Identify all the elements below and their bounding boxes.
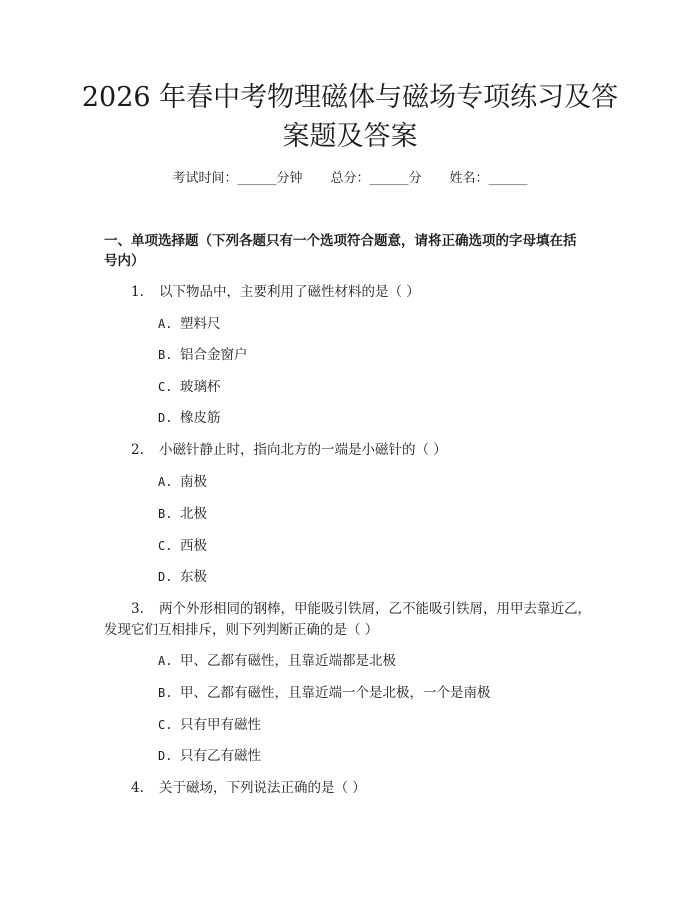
document-title-line-1: 2026 年春中考物理磁体与磁场专项练习及答 [81, 82, 619, 113]
option-text: 甲、乙都有磁性，且靠近端都是北极 [180, 653, 396, 669]
question-text: 两个外形相同的钢棒，甲能吸引铁屑，乙不能吸引铁屑，用甲去靠近乙， [159, 601, 591, 617]
question-text: 小磁针静止时，指向北方的一端是小磁针的（ ） [159, 442, 447, 458]
option-text: 只有甲有磁性 [180, 717, 261, 733]
question-text: 关于磁场，下列说法正确的是（ ） [159, 780, 366, 796]
document-title-line-2: 案题及答案 [282, 121, 418, 152]
option-letter: C. [158, 380, 173, 394]
question-2-option-d [158, 568, 207, 586]
option-text: 铝合金窗户 [180, 347, 248, 363]
option-letter: A. [158, 654, 173, 668]
option-letter: B. [158, 686, 173, 700]
question-1-option-c [158, 378, 221, 396]
exam-time-field: 考试时间：______分钟 [172, 171, 303, 186]
exam-info-row [0, 171, 700, 187]
question-3-option-c [158, 716, 261, 734]
question-2-stem [131, 441, 447, 459]
question-1-stem [131, 283, 420, 301]
question-4-stem [131, 779, 366, 797]
option-text: 西极 [180, 538, 207, 554]
question-number: 4. [131, 780, 144, 796]
option-letter: B. [158, 348, 173, 362]
question-3-stem-line-2 [104, 621, 378, 639]
option-text: 玻璃杯 [180, 379, 221, 395]
question-2-option-b [158, 505, 207, 523]
option-letter: D. [158, 570, 173, 584]
option-letter: D. [158, 749, 173, 763]
question-number: 1. [131, 284, 144, 300]
question-2-option-a [158, 473, 207, 491]
question-3-option-a [158, 652, 396, 670]
question-3-option-d [158, 747, 261, 765]
total-score-field: 总分：______分 [330, 171, 422, 186]
question-1-option-b [158, 346, 248, 364]
option-letter: A. [158, 317, 173, 331]
option-text: 橡皮筋 [180, 410, 221, 426]
option-letter: C. [158, 718, 173, 732]
question-3-option-b [158, 684, 491, 702]
question-1-option-a [158, 315, 221, 333]
option-letter: C. [158, 539, 173, 553]
option-letter: B. [158, 507, 173, 521]
student-name-field: 姓名：______ [449, 171, 528, 186]
option-text: 南极 [180, 474, 207, 490]
question-number: 2. [131, 442, 144, 458]
question-1-option-d [158, 409, 221, 427]
option-letter: A. [158, 475, 173, 489]
option-letter: D. [158, 411, 173, 425]
section-heading-line-1: 一、单项选择题（下列各题只有一个选项符合题意，请将正确选项的字母填在括 [104, 233, 577, 249]
option-text: 甲、乙都有磁性，且靠近端一个是北极，一个是南极 [180, 685, 491, 701]
question-text-continued: 发现它们互相排斥，则下列判断正确的是（ ） [104, 622, 379, 638]
option-text: 塑料尺 [180, 316, 221, 332]
option-text: 北极 [180, 506, 207, 522]
question-text: 以下物品中，主要利用了磁性材料的是（ ） [159, 284, 420, 300]
section-heading-line-2: 号内） [104, 253, 145, 269]
question-2-option-c [158, 537, 207, 555]
question-number: 3. [131, 601, 144, 617]
option-text: 东极 [180, 569, 207, 585]
question-3-stem-line-1 [131, 600, 591, 618]
option-text: 只有乙有磁性 [180, 748, 261, 764]
